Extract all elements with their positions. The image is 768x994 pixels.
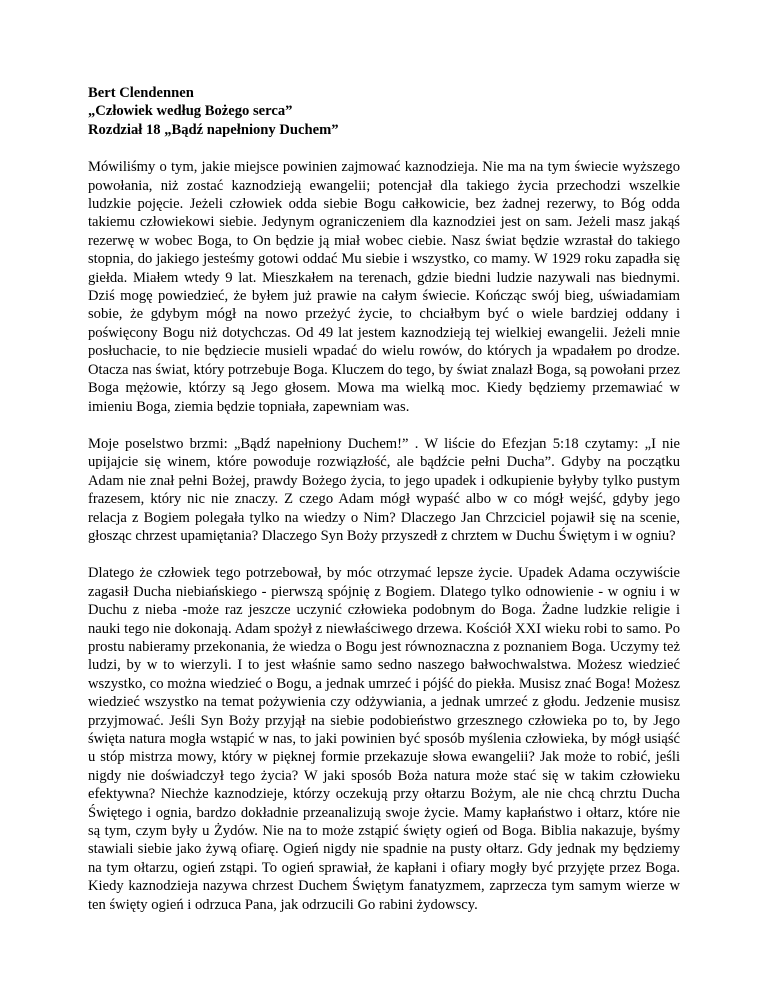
chapter-title: Rozdział 18 „Bądź napełniony Duchem” <box>88 121 339 138</box>
author-name: Bert Clendennen <box>88 85 194 101</box>
paragraph: Moje poselstwo brzmi: „Bądź napełniony Duchem!” . W liście do Efezjan 5:18 czytamy: „I nie upijajcie się winem, które powoduje rozwiązłość, ale bądźcie pełni Ducha”. Gdyby na początku Adam nie znał pełni Bożej, prawdy Bożego życia, to jego upadek i odkupienie byłyby tylko pustym frazesem, który nic nie znaczy. Z czego Adam mógł wypaść albo w co mógł wejść, gdyby jego relacja z Bogiem polegała tylko na wiedzy o Nim? Dlaczego Jan Chrzciciel pojawił się na scenie, głosząc chrzest upamiętania? Dlaczego Syn Boży przyszedł z chrztem w Duchu Świętym i w ogniu? <box>88 435 680 544</box>
paragraph: Mówiliśmy o tym, jakie miejsce powinien zajmować kaznodzieja. Nie ma na tym świecie wyższego powołania, niż zostać kaznodzieją ewangelii; potencjał dla takiego życia przechodzi wszelkie ludzkie pojęcie. Jeżeli człowiek odda siebie Bogu całkowicie, bez żadnej rezerwy, to Bóg odda takiemu człowiekowi siebie. Jedynym ograniczeniem dla kaznodziei jest on sam. Jeżeli masz jakąś rezerwę w wobec Boga, to On będzie ją miał wobec ciebie. Nasz świat będzie wzrastał do takiego stopnia, do jakiego jesteśmy gotowi oddać Mu siebie i wszystko, co mamy. W 1929 roku zapadła się giełda. Miałem wtedy 9 lat. Mieszkałem na terenach, gdzie biedni ludzie nazywali nas biednymi. Dziś mogę powiedzieć, że byłem już prawie na całym świecie. Kończąc swój bieg, uświadamiam sobie, że gdybym mógł na nowo przeżyć życie, to chciałbym być o wiele bardziej oddany i poświęcony Bogu niż dotychczas. Od 49 lat jestem kaznodzieją tej wielkiej ewangelii. Jeżeli mnie posłuchacie, to nie będziecie musieli wpadać do wielu rowów, do których ja wpadałem po drodze. Otacza nas świat, który potrzebuje Boga. Kluczem do tego, by świat znalazł Boga, są powołani przez Boga mężowie, którzy są Jego głosem. Mowa ma wielką moc. Kiedy będziemy przemawiać w imieniu Boga, ziemia będzie topniała, zapewniam was. <box>88 159 680 415</box>
paragraph: Dlatego że człowiek tego potrzebował, by móc otrzymać lepsze życie. Upadek Adama oczywiście zagasił Ducha niebiańskiego - pierwszą spójnię z Bogiem. Dlatego tylko odnowienie - w ogniu i w Duchu z nieba -może raz jeszcze uczynić człowieka podobnym do Boga. Żadne ludzkie religie i nauki tego nie dokonają. Adam spożył z niewłaściwego drzewa. Kościół XXI wieku robi to samo. Po prostu nabieramy przekonania, że wiedza o Bogu jest równoznaczna z poznaniem Boga. Uczymy też ludzi, by w to wierzyli. I to jest właśnie samo sedno naszego bałwochwalstwa. Możesz wiedzieć wszystko, co można wiedzieć o Bogu, a jednak umrzeć i pójść do piekła. Musisz znać Boga! Możesz wiedzieć wszystko na temat pożywienia czy odżywiania, a jednak umrzeć z głodu. Jedzenie musisz przyjmować. Jeśli Syn Boży przyjął na siebie podobieństwo grzesznego człowieka po to, by Jego święta natura mogła wstąpić w nas, to jaki powinien być sposób myślenia człowieka, by mógł usiąść u stóp mistrza mowy, który w pięknej formie przekazuje słowa ewangelii? Jak może to robić, jeśli nigdy nie doświadczył tego życia? W jaki sposób Boża natura może stać się w takim człowieku efektywna? Niechże kaznodzieje, którzy oczekują przy ołtarzu Bożym, ale nie chcą chrztu Ducha Świętego i ognia, bardzo dokładnie przeanalizują swoje życie. Mamy kapłaństwo i ołtarz, które nie są tym, czym były u Żydów. Nie na to może zstąpić święty ogień od Boga. Biblia nakazuje, byśmy stawiali siebie jako żywą ofiarę. Ogień nigdy nie spadnie na pusty ołtarz. Gdy jednak my będziemy na tym ołtarzu, ogień zstąpi. To ogień sprawiał, że kapłani i ofiary mogły być przyjęte przez Boga. Kiedy kaznodzieja nazywa chrzest Duchem Świętym fanatyzmem, zaprzecza tym samym wierze w ten święty ogień i odrzuca Pana, jak odrzucili Go rabini żydowscy. <box>88 565 680 913</box>
book-title: „Człowiek według Bożego serca” <box>88 103 293 120</box>
document-page <box>88 84 680 933</box>
document-header <box>88 84 680 139</box>
